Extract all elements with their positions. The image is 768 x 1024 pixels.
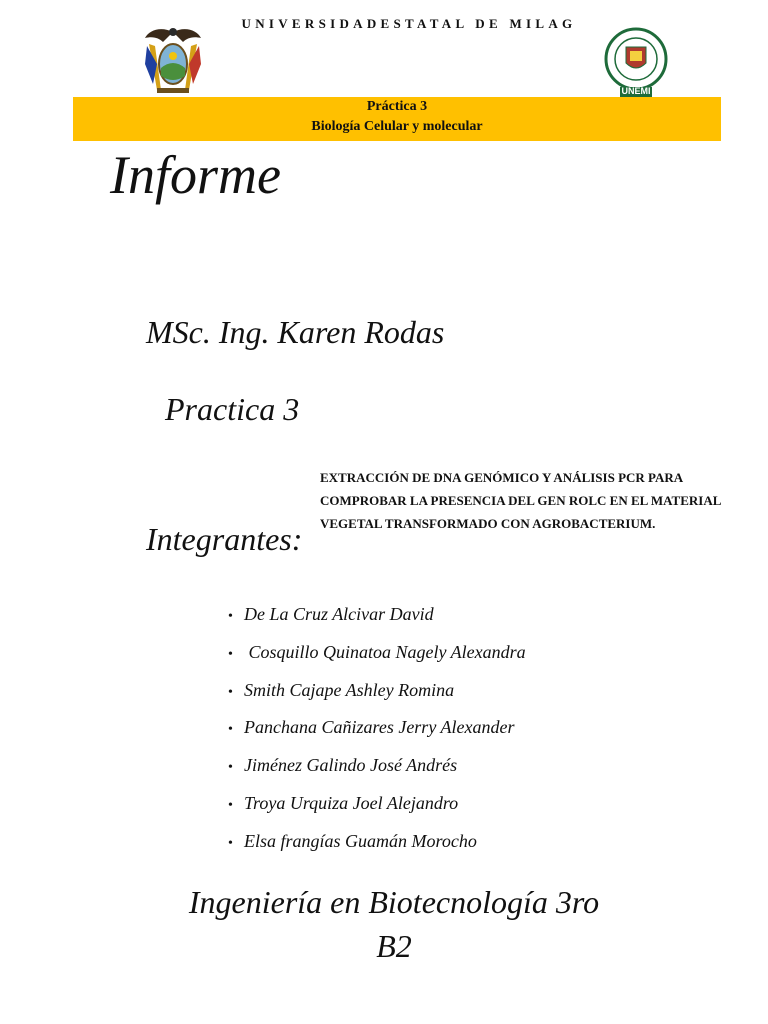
member-name: Elsa frangías Guamán Morocho [244, 830, 477, 851]
group-name: B2 [376, 928, 412, 964]
list-item [228, 823, 526, 861]
practice-label: Practica 3 [165, 391, 300, 427]
bullet-icon: • [228, 835, 233, 851]
teacher-name: MSc. Ing. Karen Rodas [146, 314, 445, 350]
member-name: Cosquillo Quinatoa Nagely Alexandra [244, 641, 526, 662]
course-banner [73, 97, 721, 141]
bullet-icon: • [228, 684, 233, 700]
bullet-icon: • [228, 797, 233, 813]
bullet-icon: • [228, 722, 233, 738]
practice-topic: EXTRACCIÓN DE DNA GENÓMICO Y ANÁLISIS PCR PARA COMPROBAR LA PRESENCIA DEL GEN ROLC EN EL MATERIAL VEGETAL TRANSFORMADO CON AGROBACTERIUM. [320, 470, 721, 531]
list-item [228, 785, 526, 823]
members-heading: Integrantes: [146, 521, 303, 557]
bullet-icon: • [228, 646, 233, 662]
list-item [228, 747, 526, 785]
university-name: UNIVERSIDADESTATAL DE MILAG [241, 16, 577, 31]
members-list [228, 596, 526, 861]
list-item [228, 634, 526, 672]
document-title: Informe [110, 145, 281, 205]
member-name: Panchana Cañizares Jerry Alexander [244, 717, 515, 738]
bullet-icon: • [228, 609, 233, 624]
list-item [228, 596, 526, 634]
member-name: Smith Cajape Ashley Romina [244, 679, 455, 700]
bullet-icon: • [228, 760, 233, 776]
member-name: De La Cruz Alcivar David [244, 604, 434, 624]
coat-of-arms-logo [143, 24, 203, 96]
banner-practice: Práctica 3 [366, 99, 428, 114]
list-item [228, 709, 526, 747]
list-item [228, 672, 526, 710]
career-name: Ingeniería en Biotecnología 3ro [188, 884, 600, 920]
member-name: Jiménez Galindo José Andrés [244, 755, 458, 776]
unemi-logo-text: UNEMI [621, 86, 651, 96]
banner-course: Biología Celular y molecular [311, 119, 483, 134]
member-name: Troya Urquiza Joel Alejandro [244, 792, 459, 813]
